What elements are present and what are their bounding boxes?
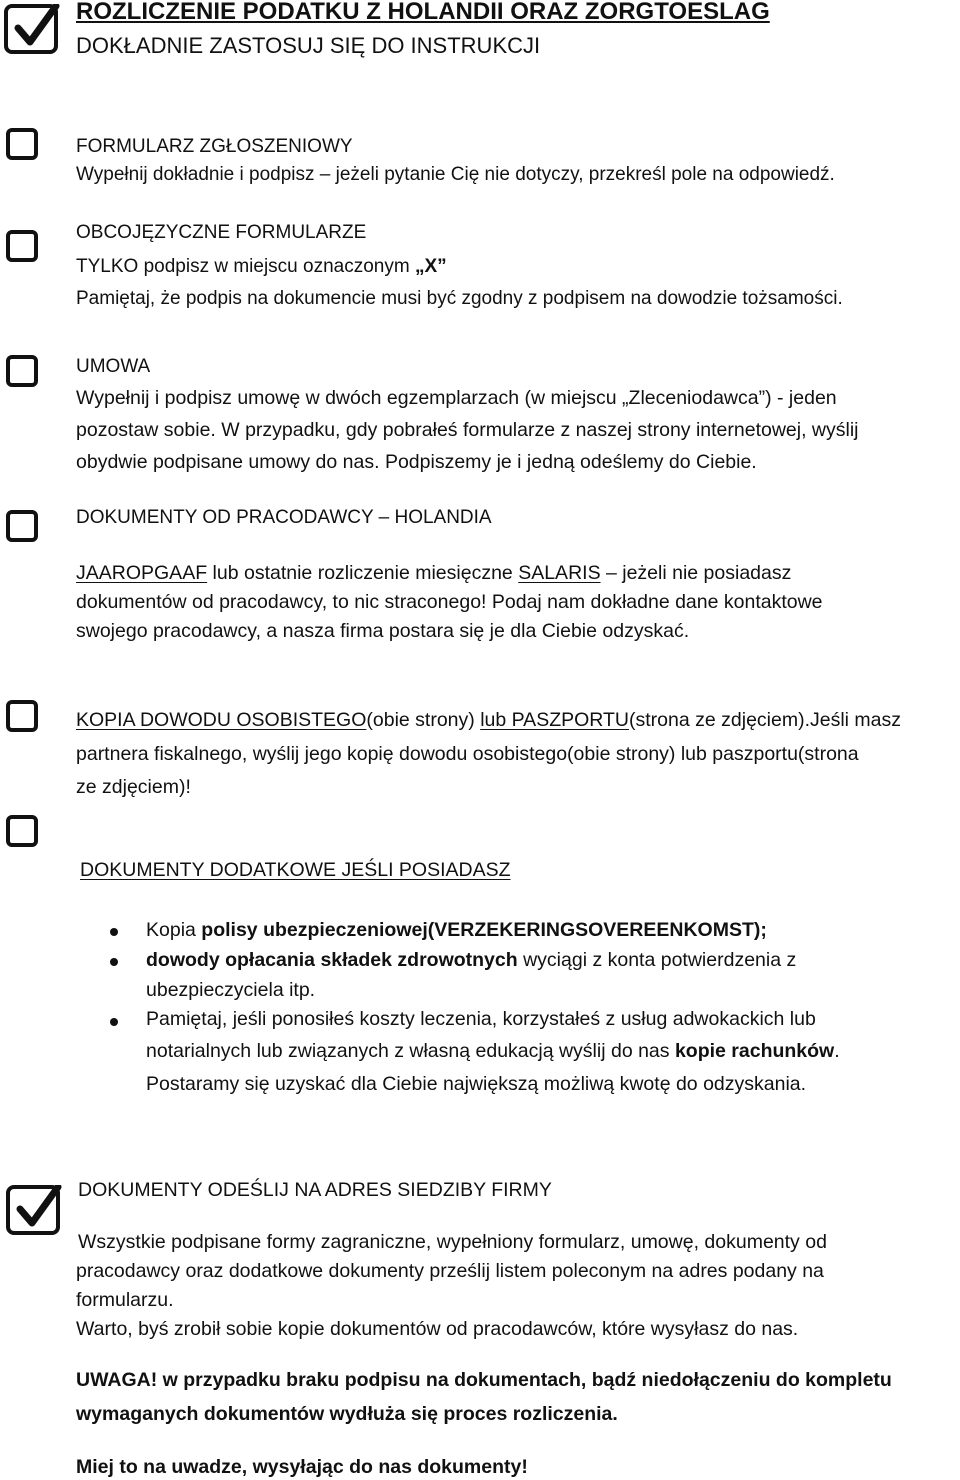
warning-text: UWAGA! w przypadku braku podpisu na dokumentach, bądź niedołączeniu do kompletu — [76, 1369, 892, 1391]
checkbox-obcojezyczne[interactable] — [6, 230, 38, 262]
checkbox-kopia-dowodu[interactable] — [6, 700, 38, 732]
section-heading-obcojezyczne: OBCOJĘZYCZNE FORMULARZE — [76, 222, 367, 243]
section-heading-dodatkowe: DOKUMENTY DODATKOWE JEŚLI POSIADASZ — [80, 859, 511, 881]
list-item-continuation: notarialnych lub związanych z własną edukacją wyślij do nas kopie rachunków. — [146, 1040, 840, 1062]
bullet-icon — [110, 958, 118, 966]
section-text: Wszystkie podpisane formy zagraniczne, wypełniony formularz, umowę, dokumenty od — [78, 1231, 827, 1253]
section-text: formularzu. — [76, 1289, 174, 1311]
checked-box-icon — [6, 1185, 60, 1235]
final-note: Miej to na uwadze, wysyłając do nas dokumenty! — [76, 1456, 528, 1478]
section-text: pozostaw sobie. W przypadku, gdy pobrałeś formularze z naszej strony internetowej, wyślij — [76, 419, 859, 441]
section-text: Pamiętaj, że podpis na dokumencie musi być zgodny z podpisem na dowodzie tożsamości. — [76, 288, 843, 309]
section-text: ze zdjęciem)! — [76, 776, 191, 798]
bullet-icon — [110, 1018, 118, 1026]
section-text: Warto, byś zrobił sobie kopie dokumentów od pracodawców, które wysyłasz do nas. — [76, 1318, 799, 1340]
list-item: dowody opłacania składek zdrowotnych wyciągi z konta potwierdzenia z — [146, 949, 797, 971]
checkmark-icon — [12, 4, 68, 56]
checkbox-dokumenty-dodatkowe[interactable] — [6, 815, 38, 847]
section-text: obydwie podpisane umowy do nas. Podpiszemy je i jedną odeślemy do Ciebie. — [76, 451, 757, 473]
checkmark-icon — [14, 1185, 70, 1237]
section-heading-pracodawca: DOKUMENTY OD PRACODAWCY – HOLANDIA — [76, 507, 492, 528]
section-text: partnera fiskalnego, wyślij jego kopię dowodu osobistego(obie strony) lub paszportu(strona — [76, 743, 859, 765]
section-text: dokumentów od pracodawcy, to nic straconego! Podaj nam dokładne dane kontaktowe — [76, 591, 823, 613]
section-text: KOPIA DOWODU OSOBISTEGO(obie strony) lub PASZPORTU(strona ze zdjęciem).Jeśli masz — [76, 709, 902, 731]
checkbox-formularz[interactable] — [6, 128, 38, 160]
section-text: pracodawcy oraz dodatkowe dokumenty prześlij listem poleconym na adres podany na — [76, 1260, 824, 1282]
section-text: swojego pracodawcy, a nasza firma postara się je dla Ciebie odzyskać. — [76, 620, 690, 642]
checkbox-umowa[interactable] — [6, 355, 38, 387]
list-item-continuation: Postaramy się uzyskać dla Ciebie największą możliwą kwotę do odzyskania. — [146, 1073, 807, 1095]
warning-text: wymaganych dokumentów wydłuża się proces rozliczenia. — [76, 1403, 618, 1425]
page-title: ROZLICZENIE PODATKU Z HOLANDII ORAZ ZORGTOESLAG — [76, 0, 770, 25]
section-text: JAAROPGAAF lub ostatnie rozliczenie miesięczne SALARIS – jeżeli nie posiadasz — [76, 562, 792, 584]
section-text: Wypełnij dokładnie i podpisz – jeżeli pytanie Cię nie dotyczy, przekreśl pole na odpowiedź. — [76, 164, 835, 185]
checkbox-pracodawca[interactable] — [6, 510, 38, 542]
list-item-continuation: ubezpieczyciela itp. — [146, 979, 316, 1001]
list-item: Pamiętaj, jeśli ponosiłeś koszty leczenia, korzystałeś z usług adwokackich lub — [146, 1008, 816, 1030]
section-heading-umowa: UMOWA — [76, 356, 151, 377]
section-heading-odeslij: DOKUMENTY ODEŚLIJ NA ADRES SIEDZIBY FIRMY — [78, 1179, 552, 1201]
section-text: TYLKO podpisz w miejscu oznaczonym „X” — [76, 256, 447, 277]
page-subtitle: DOKŁADNIE ZASTOSUJ SIĘ DO INSTRUKCJI — [76, 33, 541, 58]
list-item: Kopia polisy ubezpieczeniowej(VERZEKERINGSOVEREENKOMST); — [146, 919, 767, 941]
checked-box-icon — [4, 4, 58, 54]
section-text: Wypełnij i podpisz umowę w dwóch egzemplarzach (w miejscu „Zleceniodawca”) - jeden — [76, 387, 837, 409]
section-heading-formularz: FORMULARZ ZGŁOSZENIOWY — [76, 136, 353, 157]
bullet-icon — [110, 928, 118, 936]
